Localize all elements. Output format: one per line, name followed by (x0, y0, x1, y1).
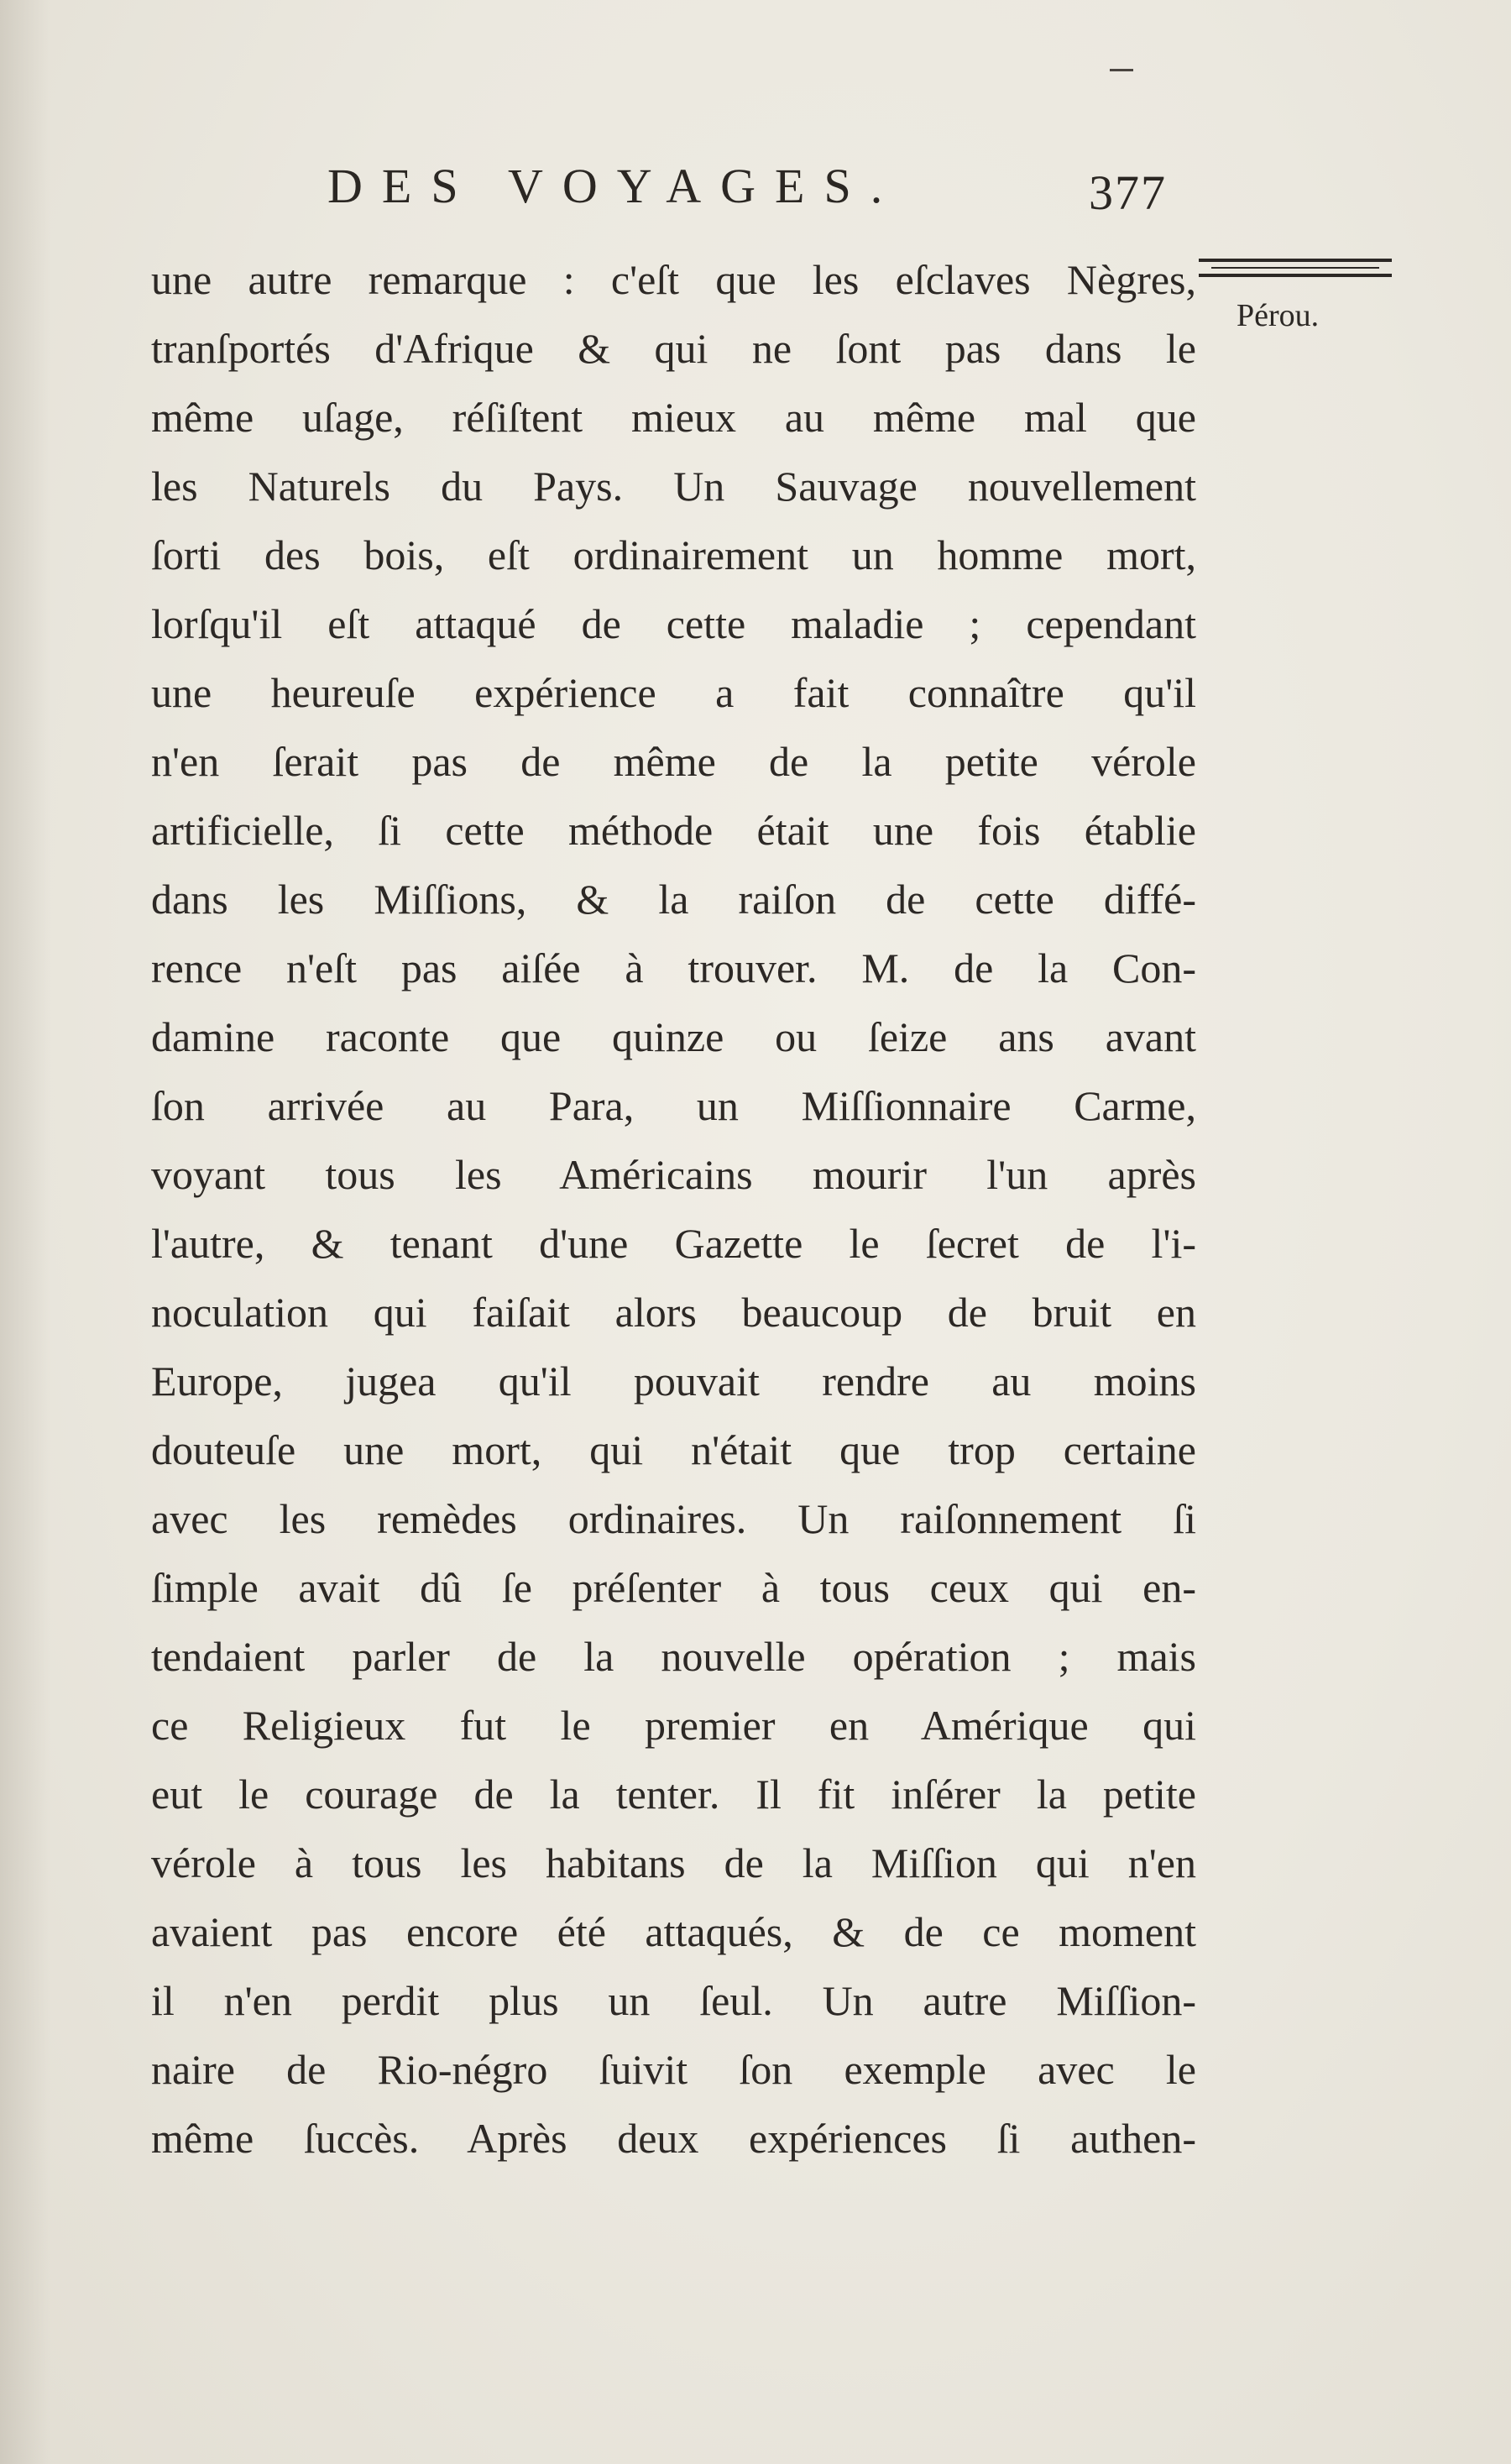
text-line: une autre remarque : c'eſt que les eſclaves Nègres, (151, 256, 1196, 303)
text-line: même ſuccès. Après deux expériences ſi authen- (151, 2115, 1196, 2162)
text-line: vérole à tous les habitans de la Miſſion qui n'en (151, 1839, 1196, 1886)
page-header (327, 158, 1175, 220)
text-line: n'en ſerait pas de même de la petite vérole (151, 738, 1196, 785)
text-line: douteuſe une mort, qui n'était que trop certaine (151, 1426, 1196, 1473)
text-line: ſimple avait dû ſe préſenter à tous ceux qui en- (151, 1564, 1196, 1611)
text-line: rence n'eſt pas aiſée à trouver. M. de la Con- (151, 944, 1196, 991)
margin-note (1199, 259, 1400, 334)
text-line: artificielle, ſi cette méthode était une fois établie (151, 807, 1196, 854)
text-line: l'autre, & tenant d'une Gazette le ſecret de l'i- (151, 1220, 1196, 1267)
top-mark (1110, 69, 1133, 71)
text-line: voyant tous les Américains mourir l'un après (151, 1151, 1196, 1198)
page-number: 377 (1089, 165, 1167, 220)
text-line: noculation qui faiſait alors beaucoup de bruit en (151, 1289, 1196, 1336)
text-line: même uſage, réſiſtent mieux au même mal que (151, 394, 1196, 441)
text-line: il n'en perdit plus un ſeul. Un autre Miſſion- (151, 1977, 1196, 2024)
text-line: les Naturels du Pays. Un Sauvage nouvellement (151, 463, 1196, 510)
margin-label: Pérou. (1237, 298, 1320, 333)
text-line: damine raconte que quinze ou ſeize ans avant (151, 1013, 1196, 1060)
text-line: ſon arrivée au Para, un Miſſionnaire Carme, (151, 1082, 1196, 1129)
margin-rule (1199, 274, 1392, 277)
margin-rule (1199, 259, 1392, 262)
text-line: dans les Miſſions, & la raiſon de cette diffé- (151, 876, 1196, 923)
spine-shadow (0, 0, 50, 2464)
margin-rule-thin (1211, 267, 1379, 269)
text-line: avaient pas encore été attaqués, & de ce moment (151, 1908, 1196, 1955)
body-text (151, 245, 1196, 2173)
text-line: ſorti des bois, eſt ordinairement un homme mort, (151, 531, 1196, 578)
text-line: ce Religieux fut le premier en Amérique qui (151, 1702, 1196, 1749)
text-line: tranſportés d'Afrique & qui ne ſont pas dans le (151, 325, 1196, 372)
text-line: eut le courage de la tenter. Il fit inſérer la petite (151, 1771, 1196, 1818)
text-line: Europe, jugea qu'il pouvait rendre au moins (151, 1358, 1196, 1405)
running-title: DES VOYAGES. (327, 159, 902, 213)
text-line: naire de Rio-négro ſuivit ſon exemple avec le (151, 2046, 1196, 2093)
text-line: tendaient parler de la nouvelle opération ; mais (151, 1633, 1196, 1680)
text-line: avec les remèdes ordinaires. Un raiſonnement ſi (151, 1495, 1196, 1542)
text-line: une heureuſe expérience a fait connaître qu'il (151, 669, 1196, 716)
text-line: lorſqu'il eſt attaqué de cette maladie ; cependant (151, 600, 1196, 647)
